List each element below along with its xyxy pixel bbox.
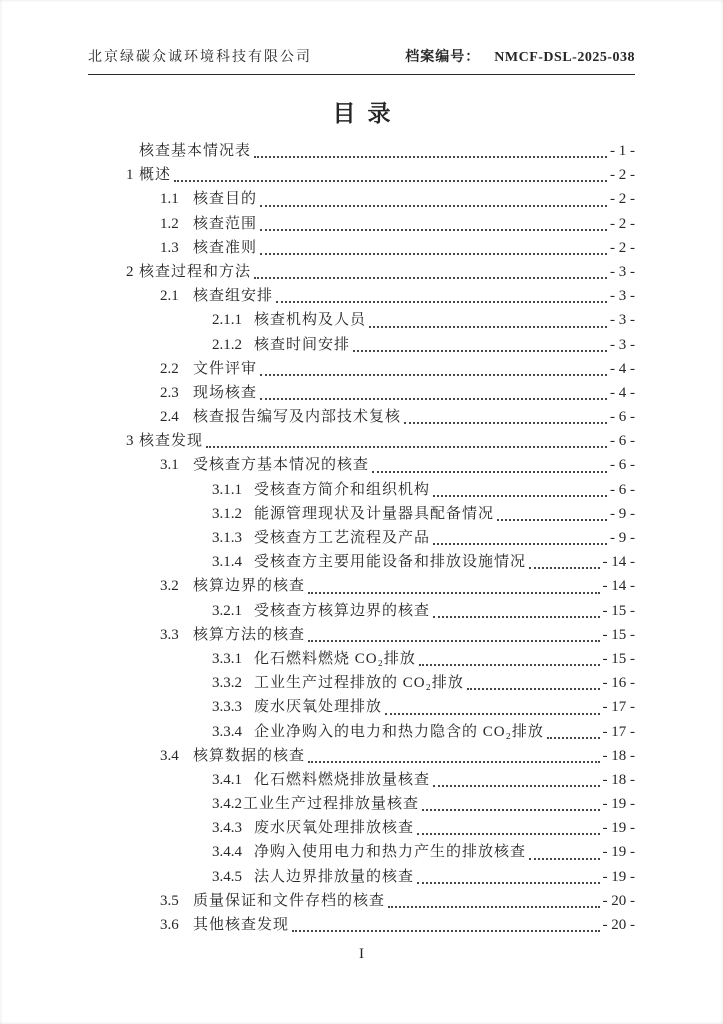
toc-entry-number: 3.3.2 bbox=[212, 675, 242, 692]
toc-entry bbox=[126, 139, 635, 163]
toc-dot-leader bbox=[308, 640, 599, 642]
toc-entry-page: - 18 - bbox=[602, 771, 635, 788]
archive-number-label: 档案编号： bbox=[405, 50, 481, 65]
toc-entry-number: 3.3.4 bbox=[212, 723, 242, 740]
toc-entry-label: 核算方法的核查 bbox=[193, 626, 306, 643]
toc-entry-label: 核查时间安排 bbox=[254, 336, 351, 353]
toc-entry-page: - 19 - bbox=[602, 844, 635, 861]
toc-dot-leader bbox=[308, 761, 599, 763]
toc-entry-label: 化石燃料燃烧排放量核查 bbox=[254, 771, 431, 788]
toc-entry bbox=[126, 865, 635, 889]
toc-dot-leader bbox=[388, 906, 599, 908]
toc-entry bbox=[126, 526, 635, 550]
toc-dot-leader bbox=[433, 543, 607, 545]
toc-entry-label: 化石燃料燃烧 CO₂排放 bbox=[254, 650, 416, 667]
toc-entry-label: 净购入使用电力和热力产生的排放核查 bbox=[254, 844, 527, 861]
toc-entry-number: 2.1 bbox=[160, 288, 179, 305]
toc-dot-leader bbox=[254, 277, 607, 279]
toc-entry-page: - 14 - bbox=[602, 578, 635, 595]
toc-entry-number: 3 bbox=[126, 433, 134, 450]
toc-entry-number: 3.4.3 bbox=[212, 820, 242, 837]
toc-entry-number: 3.4 bbox=[160, 747, 179, 764]
toc-entry-page: - 3 - bbox=[610, 336, 635, 353]
toc-dot-leader bbox=[372, 471, 607, 473]
toc-entry bbox=[126, 187, 635, 211]
toc-entry-page: - 1 - bbox=[610, 143, 635, 159]
toc-entry-label: 受核查方核算边界的核查 bbox=[254, 602, 431, 619]
toc-entry-label: 企业净购入的电力和热力隐含的 CO₂排放 bbox=[254, 723, 544, 740]
toc-entry-page: - 9 - bbox=[610, 505, 635, 522]
toc-entry bbox=[126, 284, 635, 308]
toc-entry-label: 核查组安排 bbox=[193, 288, 274, 305]
toc-entry-page: - 2 - bbox=[610, 191, 635, 208]
toc-entry-label: 废水厌氧处理排放核查 bbox=[254, 820, 415, 837]
toc-dot-leader bbox=[254, 156, 607, 158]
toc-dot-leader bbox=[206, 446, 607, 448]
toc-entry bbox=[126, 574, 635, 598]
toc-dot-leader bbox=[308, 592, 599, 594]
toc-entry-page: - 19 - bbox=[602, 868, 635, 885]
toc-entry-label: 概述 bbox=[139, 167, 172, 184]
toc-list bbox=[126, 139, 635, 937]
toc-entry bbox=[126, 720, 635, 744]
toc-entry bbox=[126, 260, 635, 284]
toc-dot-leader bbox=[260, 374, 607, 376]
toc-entry-number: 1 bbox=[126, 167, 134, 184]
toc-entry-page: - 3 - bbox=[610, 312, 635, 329]
toc-entry-label: 核查基本情况表 bbox=[139, 143, 252, 159]
toc-dot-leader bbox=[276, 301, 607, 303]
toc-entry-number: 2.3 bbox=[160, 384, 179, 401]
toc-entry-number: 3.5 bbox=[160, 892, 179, 909]
toc-dot-leader bbox=[260, 253, 607, 255]
toc-entry bbox=[126, 357, 635, 381]
toc-dot-leader bbox=[260, 229, 607, 231]
toc-entry-label: 核算边界的核查 bbox=[193, 578, 306, 595]
toc-dot-leader bbox=[369, 326, 607, 328]
toc-entry-number: 1.1 bbox=[160, 191, 179, 208]
toc-dot-leader bbox=[260, 205, 607, 207]
toc-entry-number: 1.3 bbox=[160, 239, 179, 256]
toc-entry-page: - 14 - bbox=[602, 554, 635, 571]
toc-entry-page: - 17 - bbox=[602, 699, 635, 716]
toc-entry-label: 核查目的 bbox=[193, 191, 258, 208]
toc-entry-page: - 19 - bbox=[602, 820, 635, 837]
toc-entry-label: 工业生产过程排放量核查 bbox=[243, 796, 420, 813]
toc-entry-number: 3.4.1 bbox=[212, 771, 242, 788]
toc-entry-number: 3.1.3 bbox=[212, 530, 242, 546]
toc-entry-number: 3.2.1 bbox=[212, 602, 242, 619]
toc-entry-label: 废水厌氧处理排放 bbox=[254, 699, 383, 716]
toc-dot-leader bbox=[292, 930, 599, 932]
toc-entry bbox=[126, 671, 635, 695]
toc-entry-label: 受核查方工艺流程及产品 bbox=[254, 530, 431, 546]
toc-entry-label: 核查报告编写及内部技术复核 bbox=[193, 409, 402, 426]
toc-dot-leader bbox=[529, 567, 599, 569]
toc-entry-label: 质量保证和文件存档的核查 bbox=[193, 892, 386, 909]
toc-entry bbox=[126, 599, 635, 623]
toc-entry-page: - 3 - bbox=[610, 288, 635, 305]
toc-dot-leader bbox=[433, 785, 599, 787]
toc-dot-leader bbox=[433, 495, 607, 497]
toc-entry-number: 3.3 bbox=[160, 626, 179, 643]
toc-entry-number: 3.1.1 bbox=[212, 481, 242, 498]
toc-entry-number: 3.4.2 bbox=[212, 796, 242, 813]
toc-dot-leader bbox=[404, 422, 607, 424]
toc-entry-number: 3.1 bbox=[160, 457, 179, 474]
toc-entry bbox=[126, 623, 635, 647]
toc-entry bbox=[126, 550, 635, 574]
toc-entry-label: 核查范围 bbox=[193, 215, 258, 232]
toc-dot-leader bbox=[467, 688, 600, 690]
toc-entry-number: 1.2 bbox=[160, 215, 179, 232]
toc-entry-number: 3.4.5 bbox=[212, 868, 242, 885]
toc-entry-page: - 17 - bbox=[602, 723, 635, 740]
toc-entry bbox=[126, 913, 635, 937]
toc-dot-leader bbox=[417, 882, 599, 884]
toc-entry bbox=[126, 429, 635, 453]
toc-entry-number: 2.4 bbox=[160, 409, 179, 426]
toc-entry-label: 工业生产过程排放的 CO₂排放 bbox=[254, 675, 464, 692]
toc-entry-label: 文件评审 bbox=[193, 360, 258, 377]
toc-entry bbox=[126, 381, 635, 405]
company-name: 北京绿碳众诚环境科技有限公司 bbox=[88, 50, 312, 65]
toc-entry-page: - 9 - bbox=[610, 530, 635, 546]
page-header bbox=[88, 0, 635, 75]
toc-entry-page: - 18 - bbox=[602, 747, 635, 764]
toc-entry-number: 2.2 bbox=[160, 360, 179, 377]
toc-entry-label: 受核查方简介和组织机构 bbox=[254, 481, 431, 498]
toc-entry-page: - 6 - bbox=[610, 481, 635, 498]
toc-entry-label: 能源管理现状及计量器具配备情况 bbox=[254, 505, 495, 522]
toc-entry-page: - 15 - bbox=[602, 602, 635, 619]
toc-dot-leader bbox=[529, 858, 599, 860]
toc-entry-page: - 19 - bbox=[602, 796, 635, 813]
toc-entry-label: 其他核查发现 bbox=[193, 917, 290, 933]
toc-entry bbox=[126, 453, 635, 477]
toc-entry bbox=[126, 840, 635, 864]
toc-entry-label: 核查准则 bbox=[193, 239, 258, 256]
archive-number-block bbox=[405, 48, 635, 68]
toc-entry-number: 2 bbox=[126, 263, 134, 280]
toc-dot-leader bbox=[385, 713, 599, 715]
toc-entry-page: - 2 - bbox=[610, 239, 635, 256]
toc-entry bbox=[126, 792, 635, 816]
toc-entry bbox=[126, 695, 635, 719]
toc-dot-leader bbox=[547, 737, 600, 739]
toc-entry bbox=[126, 236, 635, 260]
toc-entry-page: - 16 - bbox=[602, 675, 635, 692]
toc-entry-label: 核查机构及人员 bbox=[254, 312, 367, 329]
toc-entry bbox=[126, 405, 635, 429]
toc-entry-number: 3.1.2 bbox=[212, 505, 242, 522]
toc-entry-label: 受核查方主要用能设备和排放设施情况 bbox=[254, 554, 527, 571]
toc-dot-leader bbox=[174, 180, 607, 182]
toc-entry-number: 3.4.4 bbox=[212, 844, 242, 861]
toc-entry bbox=[126, 333, 635, 357]
toc-entry bbox=[126, 308, 635, 332]
toc-entry-page: - 15 - bbox=[602, 650, 635, 667]
toc-entry bbox=[126, 816, 635, 840]
toc-entry bbox=[126, 768, 635, 792]
toc-entry-page: - 20 - bbox=[602, 892, 635, 909]
toc-entry-number: 3.1.4 bbox=[212, 554, 242, 571]
toc-entry-page: - 6 - bbox=[610, 433, 635, 450]
toc-entry-label: 受核查方基本情况的核查 bbox=[193, 457, 370, 474]
toc-entry-number: 2.1.1 bbox=[212, 312, 242, 329]
toc-entry-label: 核查过程和方法 bbox=[139, 263, 252, 280]
toc-entry-label: 法人边界排放量的核查 bbox=[254, 868, 415, 885]
toc-entry-number: 3.3.3 bbox=[212, 699, 242, 716]
toc-title: 目录 bbox=[332, 101, 403, 126]
toc-entry-page: - 20 - bbox=[602, 917, 635, 933]
toc-entry-number: 3.3.1 bbox=[212, 650, 242, 667]
toc-dot-leader bbox=[433, 616, 599, 618]
toc-entry-number: 3.2 bbox=[160, 578, 179, 595]
toc-entry-page: - 3 - bbox=[610, 263, 635, 280]
toc-entry bbox=[126, 744, 635, 768]
toc-entry-page: - 4 - bbox=[610, 360, 635, 377]
toc-entry-number: 2.1.2 bbox=[212, 336, 242, 353]
toc-dot-leader bbox=[497, 519, 607, 521]
page-number: I bbox=[359, 946, 364, 962]
toc-entry bbox=[126, 889, 635, 913]
toc-entry bbox=[126, 502, 635, 526]
archive-number-value: NMCF-DSL-2025-038 bbox=[494, 50, 635, 65]
toc-entry-page: - 4 - bbox=[610, 384, 635, 401]
toc-dot-leader bbox=[419, 664, 600, 666]
toc-dot-leader bbox=[353, 350, 607, 352]
toc-entry bbox=[126, 478, 635, 502]
toc-entry-page: - 2 - bbox=[610, 167, 635, 184]
toc-entry-page: - 2 - bbox=[610, 215, 635, 232]
toc-entry-page: - 6 - bbox=[610, 457, 635, 474]
toc-entry-label: 核算数据的核查 bbox=[193, 747, 306, 764]
toc-entry bbox=[126, 163, 635, 187]
toc-entry bbox=[126, 212, 635, 236]
toc-entry bbox=[126, 647, 635, 671]
toc-dot-leader bbox=[260, 398, 607, 400]
toc-entry-label: 现场核查 bbox=[193, 384, 258, 401]
toc-entry-label: 核查发现 bbox=[139, 433, 204, 450]
toc-entry-number: 3.6 bbox=[160, 917, 179, 933]
toc-dot-leader bbox=[422, 809, 599, 811]
toc-entry-page: - 15 - bbox=[602, 626, 635, 643]
toc-dot-leader bbox=[417, 833, 599, 835]
toc-entry-page: - 6 - bbox=[610, 409, 635, 426]
